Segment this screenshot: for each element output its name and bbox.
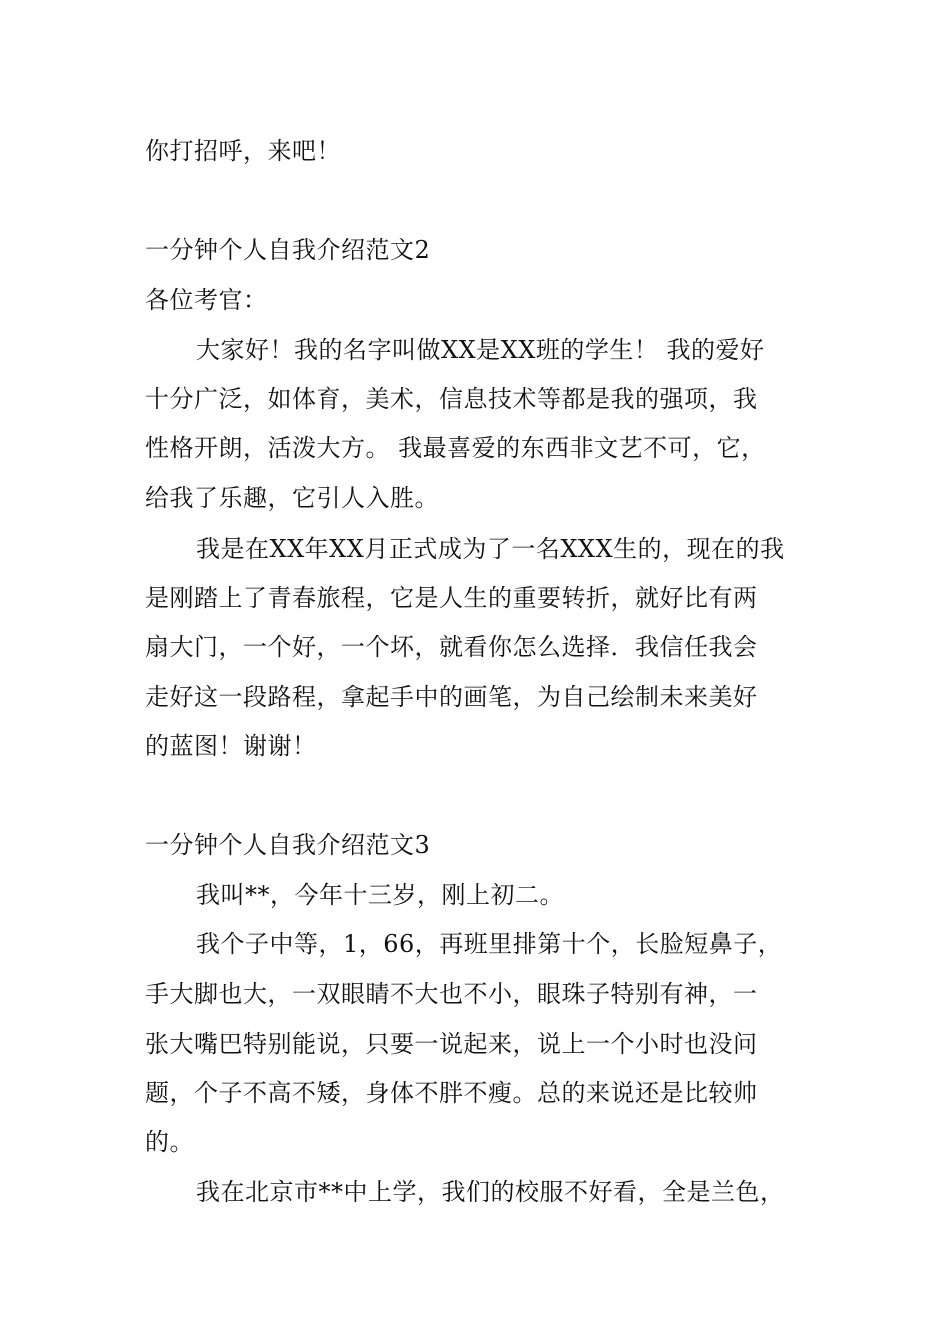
paragraph-line: 大家好！我的名字叫做XX是XX班的学生！ 我的爱好 (196, 336, 765, 364)
paragraph-line: 给我了乐趣，它引人入胜。 (145, 484, 439, 512)
paragraph-line: 我个子中等，1，66，再班里排第十个，长脸短鼻子， (196, 930, 783, 958)
section-heading-2: 一分钟个人自我介绍范文2 (145, 236, 431, 264)
salutation: 各位考官： (145, 286, 268, 314)
paragraph-line: 我在北京市**中上学，我们的校服不好看，全是兰色， (196, 1178, 785, 1206)
paragraph-line: 的蓝图！谢谢！ (145, 732, 317, 760)
paragraph-line: 扇大门，一个好，一个坏，就看你怎么选择．我信任我会 (145, 633, 758, 661)
paragraph-line: 我叫**，今年十三岁，刚上初二。 (196, 881, 564, 909)
paragraph-line: 张大嘴巴特别能说，只要一说起来，说上一个小时也没问 (145, 1030, 758, 1058)
paragraph-line: 十分广泛，如体育，美术，信息技术等都是我的强项，我 (145, 385, 758, 413)
paragraph-line: 是刚踏上了青春旅程，它是人生的重要转折，就好比有两 (145, 584, 758, 612)
paragraph-line: 的。 (145, 1128, 194, 1156)
paragraph-line: 走好这一段路程，拿起手中的画笔，为自己绘制未来美好 (145, 683, 758, 711)
section-heading-3: 一分钟个人自我介绍范文3 (145, 831, 431, 859)
paragraph-line: 题，个子不高不矮，身体不胖不瘦。总的来说还是比较帅 (145, 1079, 758, 1107)
paragraph-line: 手大脚也大，一双眼睛不大也不小，眼珠子特别有神，一 (145, 980, 758, 1008)
paragraph-line: 我是在XX年XX月正式成为了一名XXX生的，现在的我 (196, 535, 785, 563)
continuation-text: 你打招呼，来吧！ (145, 137, 341, 165)
paragraph-line: 性格开朗，活泼大方。 我最喜爱的东西非文艺不可，它， (145, 434, 766, 462)
